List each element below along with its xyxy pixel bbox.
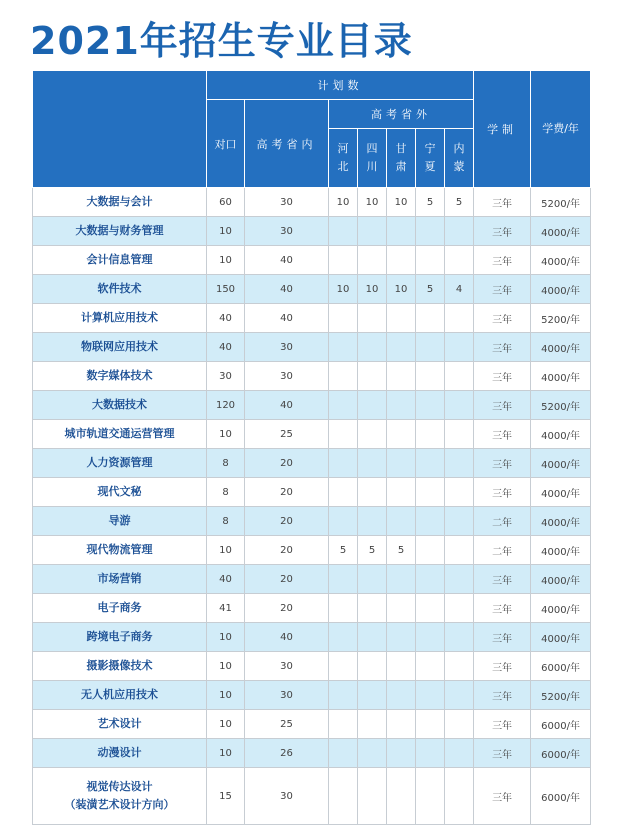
header-out-province: 高考省外 [329, 100, 474, 129]
cell-ningxia [416, 333, 445, 362]
cell-neimeng [445, 217, 474, 246]
major-name [33, 652, 207, 681]
cell-neimeng [445, 768, 474, 825]
table-row [33, 507, 591, 536]
cell-neimeng [445, 594, 474, 623]
cell-fee: 4000/年 [531, 507, 591, 536]
major-name [33, 362, 207, 391]
cell-in: 30 [245, 217, 329, 246]
cell-ningxia [416, 536, 445, 565]
major-name-text: 摄影摄像技术 [86, 659, 153, 672]
cell-ningxia [416, 391, 445, 420]
table-row [33, 681, 591, 710]
cell-xuezhi: 三年 [474, 246, 531, 275]
cell-duikou: 10 [207, 246, 245, 275]
cell-xuezhi: 三年 [474, 652, 531, 681]
table-row [33, 362, 591, 391]
major-name [33, 246, 207, 275]
major-name [33, 565, 207, 594]
header-duikou: 对口 [207, 100, 245, 188]
cell-fee: 4000/年 [531, 246, 591, 275]
cell-ningxia [416, 304, 445, 333]
table-row [33, 594, 591, 623]
cell-ningxia [416, 217, 445, 246]
cell-duikou: 10 [207, 739, 245, 768]
major-name-text: 物联网应用技术 [81, 340, 158, 353]
cell-ningxia [416, 246, 445, 275]
major-name [33, 681, 207, 710]
cell-in: 30 [245, 681, 329, 710]
table-row [33, 449, 591, 478]
cell-xuezhi: 三年 [474, 333, 531, 362]
cell-hebei [329, 739, 358, 768]
cell-gansu [387, 652, 416, 681]
header-province-label: 甘肃 [395, 142, 407, 173]
major-name [33, 391, 207, 420]
cell-gansu [387, 333, 416, 362]
cell-gansu [387, 391, 416, 420]
cell-gansu [387, 304, 416, 333]
cell-duikou: 8 [207, 449, 245, 478]
cell-hebei: 5 [329, 536, 358, 565]
cell-sichuan [358, 623, 387, 652]
cell-sichuan [358, 217, 387, 246]
cell-hebei [329, 768, 358, 825]
cell-sichuan [358, 565, 387, 594]
header-province-neimeng [445, 129, 474, 188]
cell-neimeng [445, 681, 474, 710]
header-province-gansu [387, 129, 416, 188]
cell-ningxia [416, 768, 445, 825]
cell-fee: 4000/年 [531, 362, 591, 391]
cell-fee: 5200/年 [531, 304, 591, 333]
header-province-label: 宁夏 [424, 142, 436, 173]
cell-fee: 4000/年 [531, 594, 591, 623]
cell-ningxia: 5 [416, 188, 445, 217]
cell-neimeng [445, 565, 474, 594]
cell-hebei [329, 391, 358, 420]
major-name [33, 420, 207, 449]
major-name [33, 507, 207, 536]
cell-gansu [387, 420, 416, 449]
cell-ningxia [416, 507, 445, 536]
cell-gansu [387, 768, 416, 825]
table-row [33, 217, 591, 246]
cell-fee: 5200/年 [531, 188, 591, 217]
major-name-text: 城市轨道交通运营管理 [64, 427, 175, 440]
table-row [33, 333, 591, 362]
cell-sichuan: 10 [358, 188, 387, 217]
cell-fee: 6000/年 [531, 768, 591, 825]
cell-neimeng [445, 449, 474, 478]
cell-fee: 4000/年 [531, 275, 591, 304]
cell-xuezhi: 三年 [474, 391, 531, 420]
major-name [33, 333, 207, 362]
cell-neimeng [445, 507, 474, 536]
cell-duikou: 10 [207, 623, 245, 652]
cell-xuezhi: 三年 [474, 681, 531, 710]
cell-sichuan [358, 681, 387, 710]
major-name-text: 视觉传达设计 [86, 780, 153, 793]
cell-fee: 4000/年 [531, 623, 591, 652]
header-province-hebei [329, 129, 358, 188]
cell-fee: 4000/年 [531, 333, 591, 362]
cell-duikou: 60 [207, 188, 245, 217]
cell-ningxia [416, 710, 445, 739]
major-name [33, 275, 207, 304]
cell-sichuan [358, 246, 387, 275]
cell-gansu [387, 217, 416, 246]
cell-xuezhi: 三年 [474, 623, 531, 652]
cell-gansu: 5 [387, 536, 416, 565]
cell-xuezhi: 三年 [474, 710, 531, 739]
enrollment-table [32, 70, 591, 825]
header-province-label: 四川 [366, 142, 378, 173]
cell-neimeng [445, 536, 474, 565]
cell-hebei [329, 681, 358, 710]
cell-in: 20 [245, 536, 329, 565]
table-row [33, 739, 591, 768]
cell-neimeng [445, 478, 474, 507]
cell-in: 20 [245, 594, 329, 623]
table-row [33, 536, 591, 565]
cell-neimeng [445, 710, 474, 739]
cell-sichuan [358, 507, 387, 536]
cell-ningxia [416, 449, 445, 478]
cell-duikou: 10 [207, 652, 245, 681]
major-name-text: 导游 [108, 514, 131, 527]
cell-gansu [387, 362, 416, 391]
cell-duikou: 10 [207, 710, 245, 739]
cell-fee: 6000/年 [531, 652, 591, 681]
cell-duikou: 10 [207, 420, 245, 449]
cell-xuezhi: 三年 [474, 768, 531, 825]
cell-ningxia [416, 739, 445, 768]
cell-hebei [329, 478, 358, 507]
header-blank [33, 71, 207, 188]
header-xuezhi: 学制 [474, 71, 531, 188]
cell-duikou: 10 [207, 217, 245, 246]
cell-gansu: 10 [387, 188, 416, 217]
table-row [33, 246, 591, 275]
cell-xuezhi: 三年 [474, 188, 531, 217]
major-name-text: 计算机应用技术 [81, 311, 158, 324]
cell-ningxia [416, 652, 445, 681]
cell-in: 30 [245, 188, 329, 217]
header-province-ningxia [416, 129, 445, 188]
cell-neimeng: 4 [445, 275, 474, 304]
cell-gansu [387, 710, 416, 739]
cell-hebei [329, 420, 358, 449]
cell-sichuan [358, 768, 387, 825]
cell-xuezhi: 三年 [474, 362, 531, 391]
cell-gansu [387, 623, 416, 652]
cell-fee: 6000/年 [531, 710, 591, 739]
cell-sichuan: 5 [358, 536, 387, 565]
cell-sichuan [358, 420, 387, 449]
cell-neimeng [445, 362, 474, 391]
major-name [33, 710, 207, 739]
cell-duikou: 8 [207, 478, 245, 507]
table-row [33, 652, 591, 681]
table-row [33, 623, 591, 652]
cell-fee: 4000/年 [531, 478, 591, 507]
table-row [33, 710, 591, 739]
cell-gansu [387, 478, 416, 507]
cell-neimeng [445, 246, 474, 275]
cell-fee: 5200/年 [531, 391, 591, 420]
cell-gansu [387, 681, 416, 710]
cell-in: 40 [245, 246, 329, 275]
cell-xuezhi: 三年 [474, 478, 531, 507]
major-name-text: 人力资源管理 [86, 456, 153, 469]
cell-ningxia [416, 420, 445, 449]
cell-hebei [329, 710, 358, 739]
cell-ningxia [416, 362, 445, 391]
cell-ningxia [416, 478, 445, 507]
cell-sichuan [358, 594, 387, 623]
cell-duikou: 40 [207, 565, 245, 594]
cell-hebei [329, 623, 358, 652]
cell-in: 26 [245, 739, 329, 768]
cell-hebei [329, 246, 358, 275]
major-name-subtitle: （装潢艺术设计方向） [64, 798, 175, 811]
cell-ningxia: 5 [416, 275, 445, 304]
major-name-text: 现代物流管理 [86, 543, 153, 556]
major-name-text: 市场营销 [97, 572, 142, 585]
cell-duikou: 8 [207, 507, 245, 536]
cell-in: 30 [245, 652, 329, 681]
cell-fee: 4000/年 [531, 449, 591, 478]
major-name [33, 623, 207, 652]
major-name [33, 188, 207, 217]
table-row [33, 304, 591, 333]
cell-xuezhi: 三年 [474, 420, 531, 449]
major-name [33, 478, 207, 507]
cell-sichuan [358, 478, 387, 507]
cell-in: 20 [245, 449, 329, 478]
cell-neimeng [445, 420, 474, 449]
cell-in: 40 [245, 391, 329, 420]
cell-sichuan [358, 391, 387, 420]
cell-duikou: 40 [207, 304, 245, 333]
cell-fee: 4000/年 [531, 217, 591, 246]
cell-neimeng [445, 623, 474, 652]
major-name [33, 536, 207, 565]
header-plan: 计划数 [207, 71, 474, 100]
cell-hebei [329, 507, 358, 536]
major-name-text: 大数据技术 [92, 398, 147, 411]
cell-hebei [329, 449, 358, 478]
cell-in: 25 [245, 710, 329, 739]
cell-duikou: 10 [207, 536, 245, 565]
major-name [33, 449, 207, 478]
cell-sichuan [358, 710, 387, 739]
major-name-text: 大数据与会计 [86, 195, 153, 208]
cell-in: 30 [245, 362, 329, 391]
table-row [33, 391, 591, 420]
table-row [33, 565, 591, 594]
table-row [33, 768, 591, 825]
cell-gansu [387, 449, 416, 478]
cell-neimeng: 5 [445, 188, 474, 217]
cell-hebei [329, 652, 358, 681]
cell-in: 20 [245, 507, 329, 536]
cell-in: 20 [245, 478, 329, 507]
cell-duikou: 15 [207, 768, 245, 825]
cell-in: 25 [245, 420, 329, 449]
cell-neimeng [445, 652, 474, 681]
cell-sichuan [358, 652, 387, 681]
cell-xuezhi: 三年 [474, 565, 531, 594]
cell-ningxia [416, 623, 445, 652]
cell-duikou: 150 [207, 275, 245, 304]
cell-gansu [387, 565, 416, 594]
table-row [33, 420, 591, 449]
cell-xuezhi: 三年 [474, 304, 531, 333]
cell-sichuan [358, 362, 387, 391]
cell-gansu [387, 246, 416, 275]
cell-sichuan [358, 304, 387, 333]
table-row [33, 275, 591, 304]
cell-sichuan [358, 333, 387, 362]
cell-neimeng [445, 739, 474, 768]
cell-duikou: 41 [207, 594, 245, 623]
cell-hebei [329, 217, 358, 246]
page-title: 2021年招生专业目录 [30, 19, 413, 63]
cell-fee: 4000/年 [531, 420, 591, 449]
cell-fee: 4000/年 [531, 536, 591, 565]
cell-gansu [387, 739, 416, 768]
cell-ningxia [416, 594, 445, 623]
cell-sichuan: 10 [358, 275, 387, 304]
cell-xuezhi: 三年 [474, 739, 531, 768]
table-row [33, 478, 591, 507]
cell-hebei: 10 [329, 188, 358, 217]
major-name-text: 软件技术 [97, 282, 142, 295]
header-tuition-label: 学费/年 [542, 122, 579, 135]
major-name-text: 艺术设计 [97, 717, 142, 730]
major-name-text: 会计信息管理 [86, 253, 153, 266]
table-body [33, 188, 591, 825]
cell-xuezhi: 二年 [474, 507, 531, 536]
cell-xuezhi: 三年 [474, 449, 531, 478]
cell-hebei [329, 362, 358, 391]
cell-xuezhi: 二年 [474, 536, 531, 565]
cell-in: 40 [245, 275, 329, 304]
major-name-text: 大数据与财务管理 [75, 224, 164, 237]
major-name [33, 768, 207, 825]
major-name-text: 现代文秘 [97, 485, 142, 498]
cell-neimeng [445, 391, 474, 420]
header-in-province: 高考省内 [245, 100, 329, 188]
cell-sichuan [358, 739, 387, 768]
cell-neimeng [445, 333, 474, 362]
cell-hebei [329, 594, 358, 623]
cell-in: 40 [245, 623, 329, 652]
cell-hebei: 10 [329, 275, 358, 304]
cell-in: 40 [245, 304, 329, 333]
cell-sichuan [358, 449, 387, 478]
cell-duikou: 120 [207, 391, 245, 420]
cell-xuezhi: 三年 [474, 594, 531, 623]
cell-fee: 5200/年 [531, 681, 591, 710]
header-province-label: 内蒙 [453, 142, 465, 173]
header-province-sichuan [358, 129, 387, 188]
major-name-text: 电子商务 [97, 601, 142, 614]
cell-gansu [387, 594, 416, 623]
cell-duikou: 40 [207, 333, 245, 362]
major-name [33, 739, 207, 768]
major-name-text: 无人机应用技术 [81, 688, 158, 701]
major-name [33, 217, 207, 246]
cell-gansu: 10 [387, 275, 416, 304]
cell-gansu [387, 507, 416, 536]
cell-hebei [329, 565, 358, 594]
major-name-text: 跨境电子商务 [86, 630, 153, 643]
major-name [33, 594, 207, 623]
major-name-text: 动漫设计 [97, 746, 142, 759]
cell-hebei [329, 304, 358, 333]
major-name [33, 304, 207, 333]
major-name-text: 数字媒体技术 [86, 369, 153, 382]
cell-duikou: 10 [207, 681, 245, 710]
cell-fee: 4000/年 [531, 565, 591, 594]
cell-in: 20 [245, 565, 329, 594]
cell-xuezhi: 三年 [474, 217, 531, 246]
table-header [33, 71, 591, 188]
cell-neimeng [445, 304, 474, 333]
table-row [33, 188, 591, 217]
cell-in: 30 [245, 333, 329, 362]
cell-duikou: 30 [207, 362, 245, 391]
header-tuition [531, 71, 591, 188]
cell-ningxia [416, 681, 445, 710]
header-province-label: 河北 [337, 142, 349, 173]
cell-in: 30 [245, 768, 329, 825]
cell-hebei [329, 333, 358, 362]
cell-fee: 6000/年 [531, 739, 591, 768]
cell-ningxia [416, 565, 445, 594]
cell-xuezhi: 三年 [474, 275, 531, 304]
